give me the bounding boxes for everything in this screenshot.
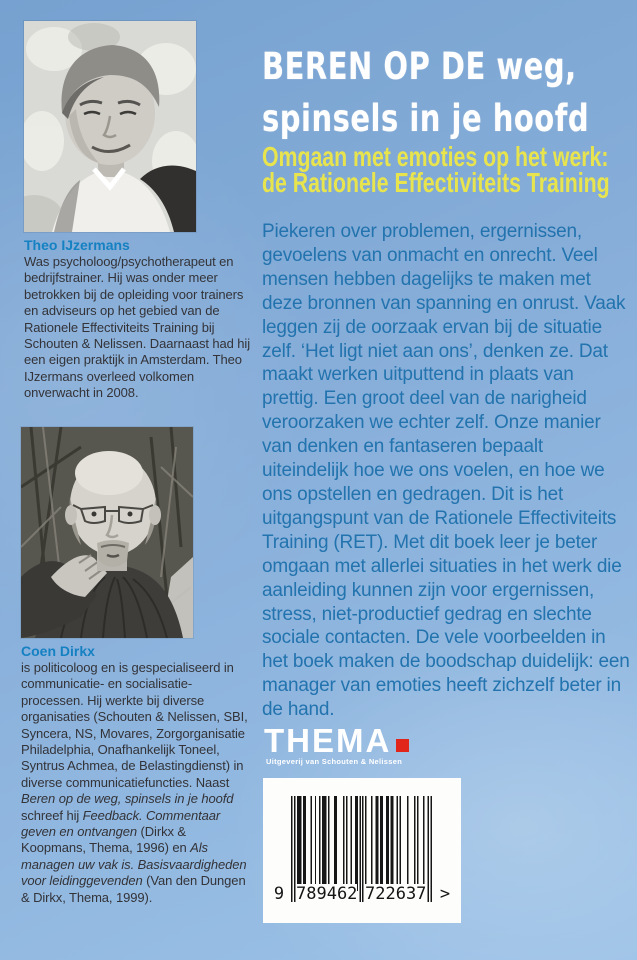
book-subtitle-line2: de Rationele Effectiviteits Training [262, 167, 610, 198]
book-subtitle [262, 141, 634, 198]
theo-portrait-illustration [24, 21, 196, 232]
author-name-coen-dirkx: Coen Dirkx [21, 643, 95, 659]
barcode-prefix-digit: 9 [269, 884, 289, 904]
book-title-line2: spinsels in je hoofd [262, 95, 590, 141]
author-name-theo-ijzermans: Theo IJzermans [24, 237, 130, 253]
author-bio-coen-dirkx: is politicoloog en is gespecialiseerd in communicatie- en socialisatie-processen. Hij werkte bij diverse organisaties (Schouten & Nelissen, SBI, Syncera, NS, Movares, Zorgorganisatie Philadelphia, Onafhankelijk Toneel, Syntrus Achmea, de Belastingdienst) in diverse communicatiefuncties. Naast Beren op de weg, spinsels in je hoofd schreef hij Feedback. Commentaar geven en ontvangen (Dirkx & Koopmans, Thema, 1996) en Als managen uw vak is. Basisvaardigheden voor leidinggevenden (Van den Dungen & Dirkx, Thema, 1999). [21, 660, 248, 905]
author-photo-theo-ijzermans [24, 21, 196, 232]
book-title [262, 40, 634, 144]
barcode-arrow: > [435, 884, 455, 904]
publisher-logo [264, 724, 409, 760]
thema-red-square-icon [396, 739, 409, 752]
thema-logo-text: THEMA [264, 722, 392, 759]
barcode [263, 778, 461, 923]
barcode-digits-left: 789462 [296, 884, 358, 904]
author-bio-theo-ijzermans: Was psycholoog/psychotherapeut en bedrijfstrainer. Hij was onder meer betrokken bij de opleiding voor trainers en adviseurs op het gebied van de Rationele Effectiviteits Training bij Schouten & Nelissen. Daarnaast had hij een eigen praktijk in Amsterdam. Theo IJzermans overleed volkomen onverwacht in 2008. [24, 254, 251, 401]
book-title-line1: BEREN OP DE weg, [262, 43, 577, 89]
book-subtitle-line1: Omgaan met emoties op het werk: [262, 141, 609, 172]
barcode-digits-right: 722637 [365, 884, 427, 904]
back-cover-blurb: Piekeren over problemen, ergernissen, gevoelens van onmacht en onrecht. Veel mensen hebben dagelijks te maken met deze bronnen van spanning en onrust. Vaak leggen zij de oorzaak ervan bij de situatie zelf. ‘Het ligt niet aan ons’, denken ze. Dat maakt werken uitputtend in plaats van prettig. Een groot deel van de narigheid veroorzaken we echter zelf. Onze manier van denken en fantaseren bepaalt uiteindelijk hoe we ons voelen, en hoe we ons opstellen en gedragen. Dit is het uitgangspunt van de Rationele Effectiviteits Training (RET). Met dit boek leer je beter omgaan met allerlei situaties in het werk die aanleiding kunnen zijn voor ergernissen, stress, niet-productief gedrag en slechte sociale contacten. De vele voorbeelden in het boek maken de boodschap duidelijk: een manager van emoties heeft zichzelf beter in de hand. [262, 221, 630, 721]
author-photo-coen-dirkx [21, 427, 193, 638]
coen-portrait-illustration [21, 427, 193, 638]
publisher-tagline: Uitgeverij van Schouten & Nelissen [266, 757, 403, 766]
